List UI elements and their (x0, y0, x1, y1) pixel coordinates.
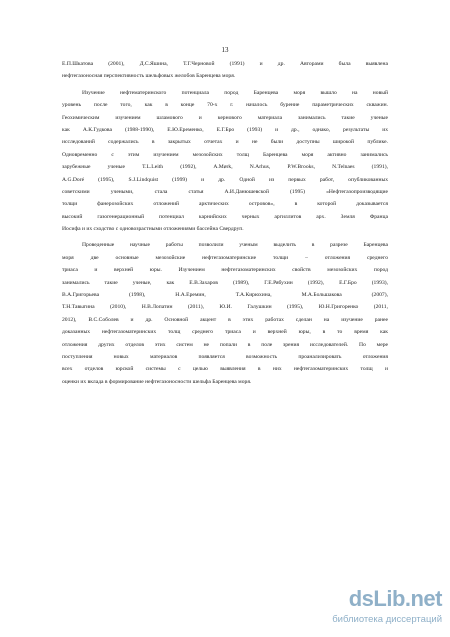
watermark (332, 586, 446, 632)
text-line: зарубежные ученые T.L.Leith (1992), A.Mørk, N.Arhus, P.W.Brooks, N.Telnaes (1991), (62, 164, 388, 171)
watermark-subtitle: библиотека диссертаций (332, 614, 442, 625)
text-line: нефтегазоносная перспективность шельфовых желобов Баренцева моря. (62, 73, 236, 80)
text-line: Геохимическим изучением шламового и кернового материала занимались такие ученые (62, 114, 388, 121)
text-line: исследований содержались в закрытых отчетах и не были доступны широкой публике. (62, 139, 388, 146)
text-line: всех отделов юрской системы с целью выявления в них нефтегазоматеринских толщ и (62, 366, 388, 373)
text-line: советскими учеными, стала статья А.И.Данюшевской (1995) «Нефтегазопроизводящие (62, 188, 388, 195)
text-line: Изучение нефтематеринского потенциала пород Баренцева моря вышло на новый (82, 89, 388, 96)
text-line: толщи фанерозойских отложений арктических островов», в которой доказывается (62, 201, 388, 208)
text-line: Проведенные научные работы позволили ученым выделить в разрезе Баренцева (82, 242, 388, 249)
paragraph (62, 239, 388, 388)
text-line: высокий газогенерационный потенциал карнийских черных аргиллитов арх. Земля Франца (62, 213, 388, 220)
text-line: отложения других отделов этих систем не попали в поле зрения исследователей. По мере (62, 341, 388, 348)
text-line: как А.К.Гудкова (1988-1990), Е.Ю.Еременко, Е.Г.Бро (1993) и др., однако, результаты их (62, 126, 388, 133)
document-body (62, 58, 388, 388)
paragraph (62, 58, 388, 83)
watermark-logo: dsLib.net (348, 586, 442, 611)
text-line: уровень после того, как в конце 70-х г. началось бурение параметрических скважин. (62, 102, 388, 109)
text-line: Т.Н.Тавыгина (2010), Н.В.Лопатин (2011), Ю.И. Галушкин (1995), Ю.Н.Григоренко (2011, (62, 304, 388, 311)
text-line: триаса и верхней юры. Изучением нефтегазоматеринских свойств мезозойских пород (62, 267, 388, 274)
paragraph (62, 87, 388, 236)
page-number: 13 (221, 46, 229, 54)
text-line: оценки их вклада в формирование нефтегазоносности шельфа Баренцева моря. (62, 378, 252, 385)
text-line: Одновременно с этим изучением мезозойских толщ Баренцева моря активно занимались (62, 151, 388, 158)
text-line: доказанных нефтегазоматеринских толщ среднего триаса и верхней юры, в то время как (62, 329, 388, 336)
text-line: поступления новых материалов появляется возможность проанализировать отложения (62, 353, 388, 360)
text-line: В.А.Григорьева (1998), Н.А.Еремин, Т.А.Кирюхина, М.А.Большакова (2007), (62, 292, 388, 299)
text-line: A.G.Doré (1995), S.J.Lindquist (1999) и др. Одной из первых работ, опубликованных (62, 176, 388, 183)
text-line: занимались такие ученые, как Е.В.Захаров (1989), Г.Е.Рябухин (1992), Е.Г.Бро (1993), (62, 279, 388, 286)
text-line: Е.П.Шкатова (2001), Д.С.Яшина, Т.Г.Черновой (1991) и др. Авторами была выявлена (62, 61, 388, 67)
text-line: Иосифа и их сходство с одновозрастными отложениями бассейна Свердруп. (62, 226, 244, 233)
text-line: моря две основные мезозойские нефтегазоматеринские толщи – отложения среднего (62, 254, 388, 261)
text-line: 2012), В.С.Соболев и др. Основной акцент в этих работах сделан на изучение ранее (62, 316, 388, 323)
